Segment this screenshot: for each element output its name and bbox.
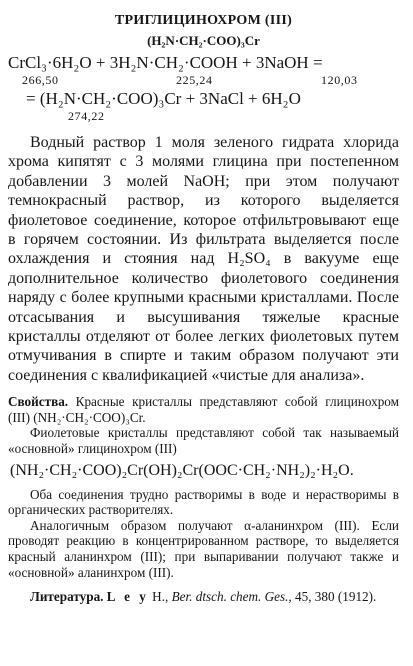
molar-mass-glycine: 225,24	[176, 73, 213, 87]
literature-paragraph	[8, 589, 399, 605]
basic-glycinochrome-formula: (NH₂·CH₂·COO)₂Cr(OH)₂Cr(OOC·CH₂·NH₂)₂·H₂O.	[10, 461, 354, 479]
literature-initial: H.,	[152, 589, 169, 605]
properties-text-1: Красные кристаллы представляют собой глицинохром (III) (NH₂·CH₂·COO)₃Cr.	[8, 394, 399, 425]
molar-masses-row-1	[8, 73, 399, 89]
molar-masses-row-2	[8, 109, 399, 127]
reaction-equation-line-2: = (H₂N·CH₂·COO)₃Cr + 3NaCl + 6H₂O	[26, 89, 301, 108]
compound-title: ТРИГЛИЦИНОХРОМ (III)	[114, 13, 293, 28]
reaction-equation-line-1: CrCl₃·6H₂O + 3H₂N·CH₂·COOH + 3NaOH =	[8, 53, 323, 72]
properties-paragraph	[8, 394, 399, 425]
alanine-analog-text: Аналогичным образом получают α-аланинхром (III). Если проводят реакцию в концентрированном растворе, то выделяется красный аланинхром (III); при выпаривании получают также и «основной» аланинхром (III).	[8, 517, 399, 580]
literature-label: Литература.	[30, 589, 104, 605]
properties-label: Свойства.	[8, 394, 69, 410]
procedure-paragraph: Водный раствор 1 моля зеленого гидрата хлорида хрома кипятят с 3 молями глицина при постепенном добавлении 3 молей NaOH; при этом получают темнокрасный раствор, из которого выделяется фиолетовое соединение, которое отфильтровывают еще в горячем состоянии. Из фильтрата выделяется после охлаждения и стояния над H₂SO₄ в вакууме еще дополнительное количество фиолетового соединения наряду с более крупными красными кристаллами. После отсасывания и высушивания тяжелые красные кристаллы отделяют от более легких фиолетовых путем отмучивания в спирте и таким образом получают эти соединения с квалификацией «чистые для анализа».	[8, 134, 399, 384]
literature-ref: 45, 380 (1912).	[295, 589, 377, 605]
molar-mass-naoh: 120,03	[321, 73, 358, 87]
literature-source: Ber. dtsch. chem. Ges.,	[171, 589, 292, 605]
solubility-text: Оба соединения трудно растворимы в воде и нерастворимы в органических растворителях.	[8, 486, 399, 518]
properties-text-2: Фиолетовые кристаллы представляют собой так называемый «основной» глицинохром (III)	[8, 425, 399, 457]
molar-mass-crcl3: 266,50	[22, 73, 59, 87]
molar-mass-product: 274,22	[68, 109, 105, 123]
literature-author: L e y	[106, 589, 149, 605]
compound-formula: (H₂N·CH₂·COO)₃Cr	[147, 33, 260, 48]
